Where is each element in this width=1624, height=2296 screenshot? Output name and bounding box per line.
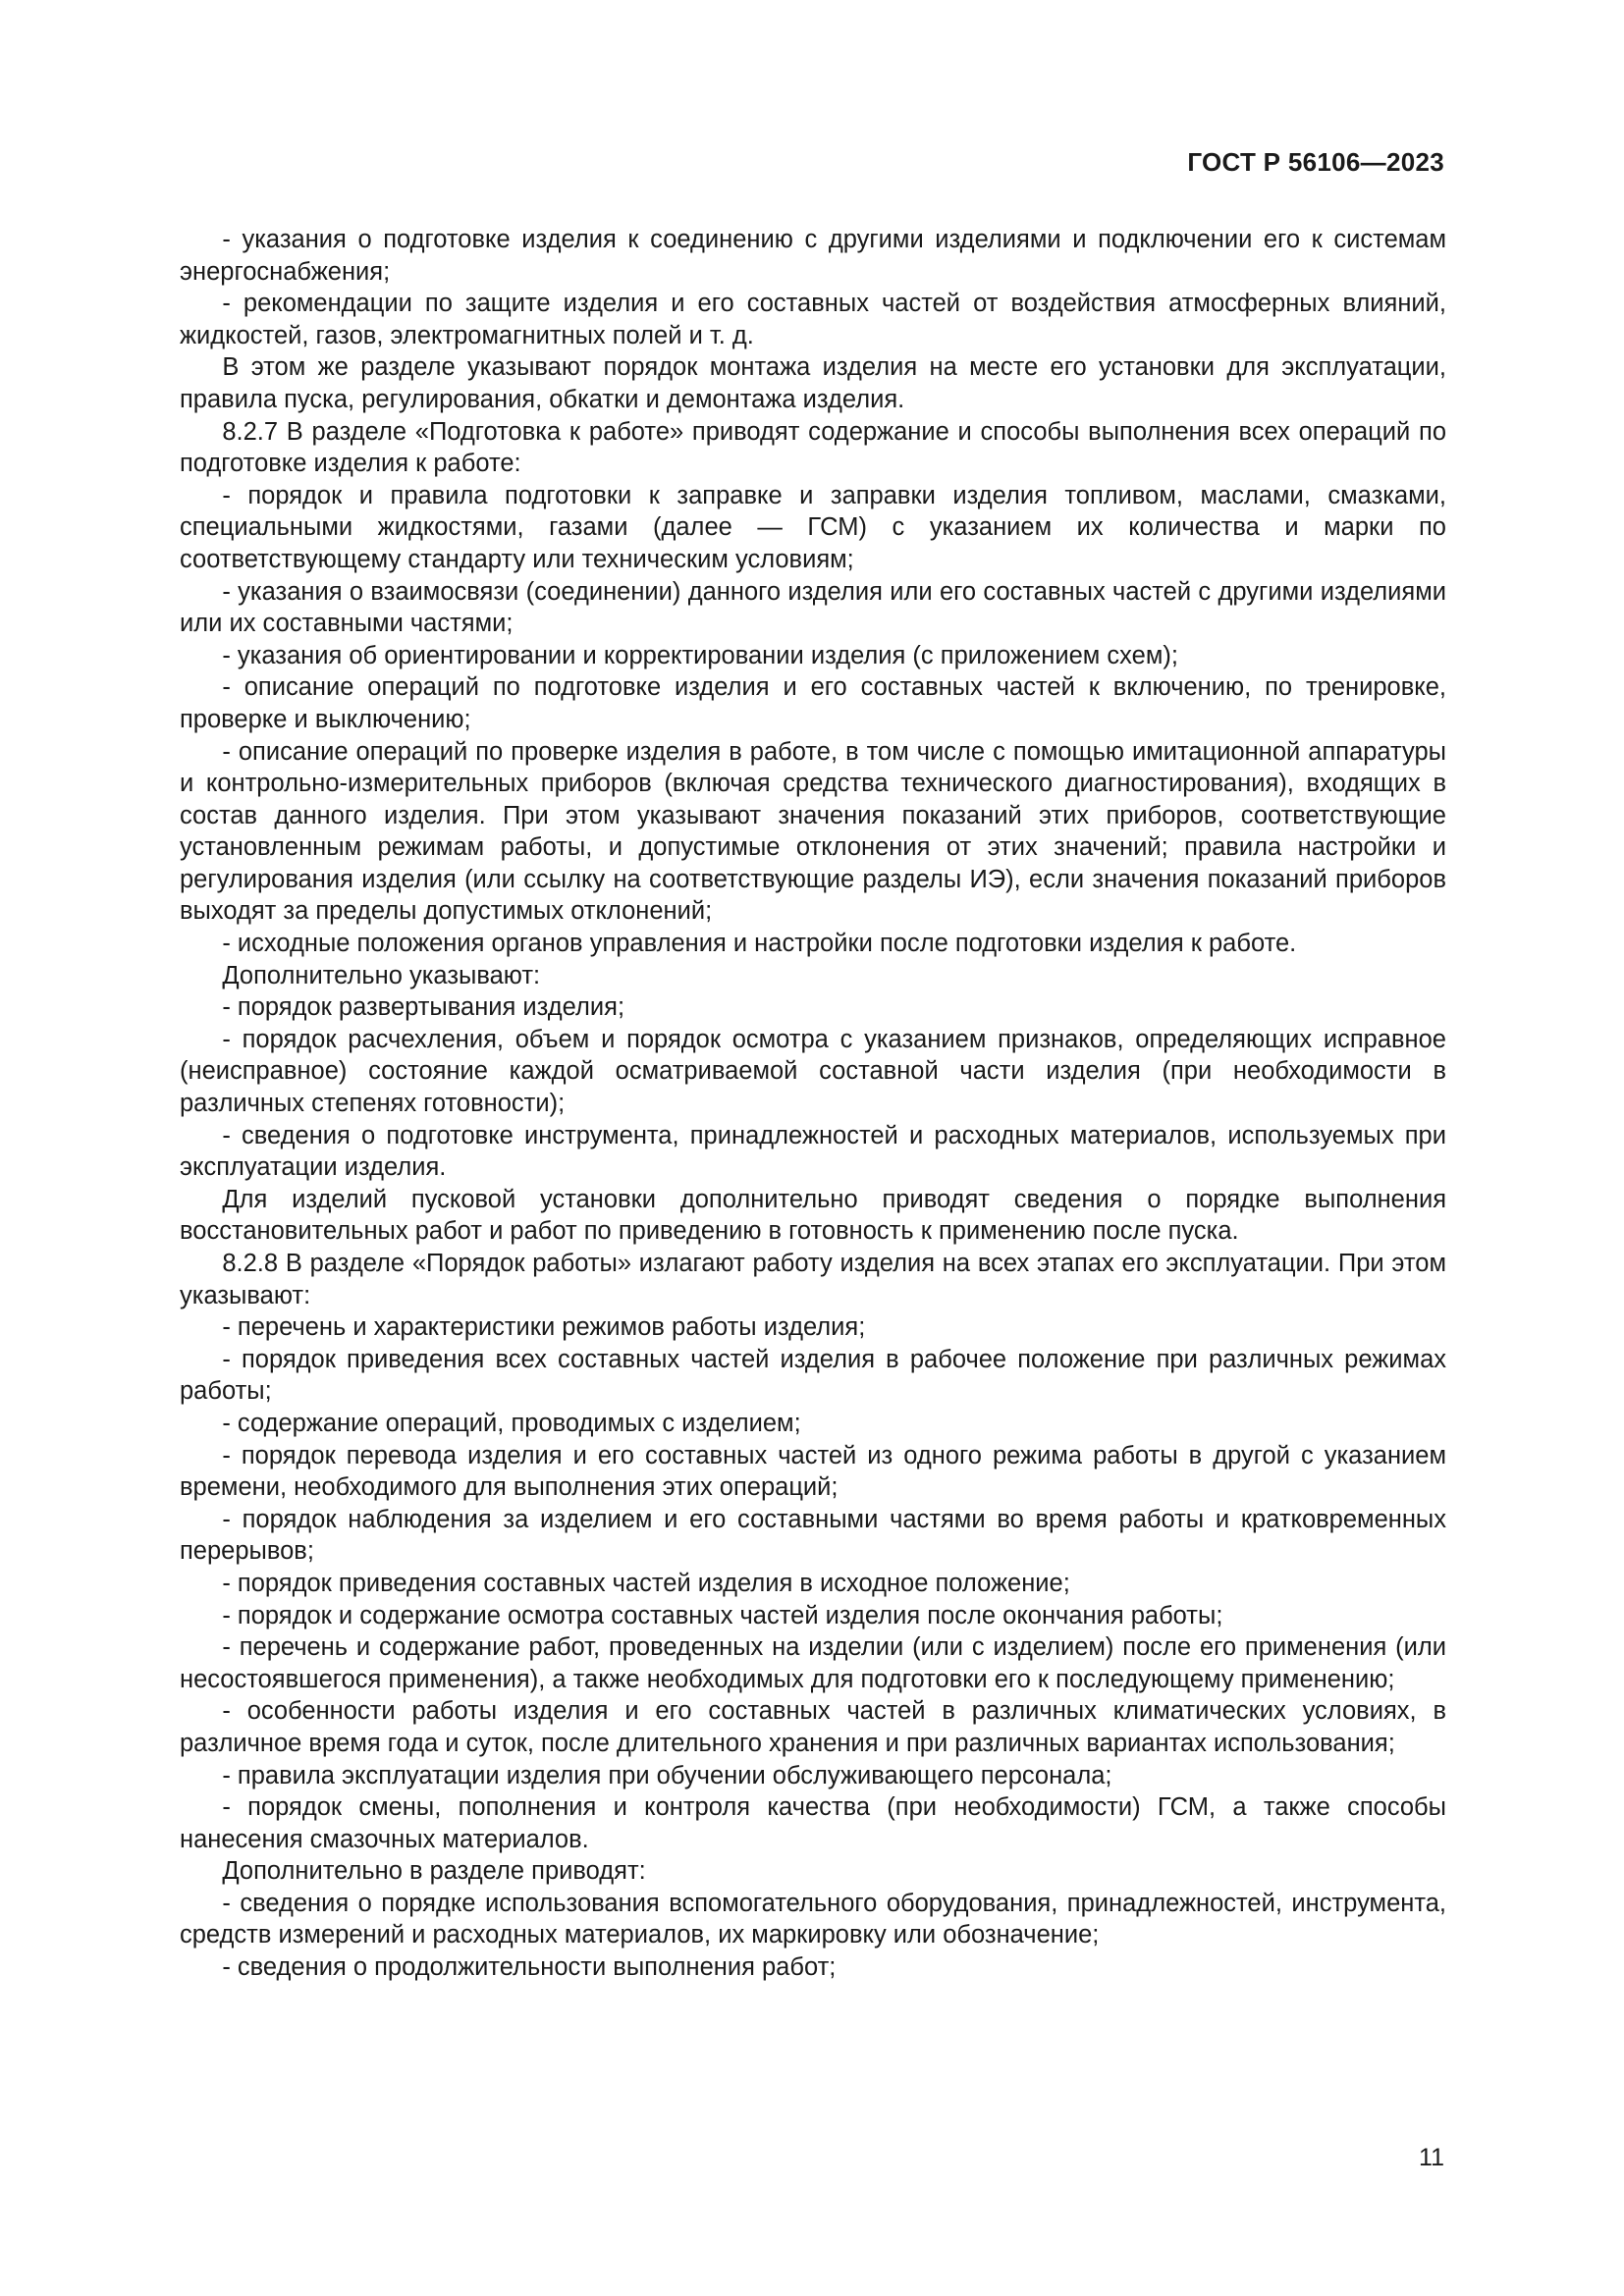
paragraph: - сведения о подготовке инструмента, принадлежностей и расходных материалов, используемых при эксплуатации изделия.	[180, 1121, 1446, 1182]
paragraph: - указания о взаимосвязи (соединении) данного изделия или его составных частей с другими изделиями или их составными частями;	[180, 577, 1446, 638]
paragraph: 8.2.8 В разделе «Порядок работы» излагают работу изделия на всех этапах его эксплуатации. При этом указывают:	[180, 1250, 1446, 1309]
page-number: 11	[1419, 2144, 1444, 2171]
paragraph: Дополнительно указывают:	[222, 961, 541, 989]
paragraph: - порядок приведения всех составных частей изделия в рабочее положение при различных режимах работы;	[180, 1345, 1446, 1406]
paragraph: - исходные положения органов управления и настройки после подготовки изделия к работе.	[222, 930, 1297, 958]
paragraph: - перечень и характеристики режимов работы изделия;	[222, 1313, 866, 1342]
paragraph: - сведения о порядке использования вспомогательного оборудования, принадлежностей, инструмента, средств измерений и расходных материалов, их маркировку или обозначение;	[180, 1889, 1446, 1949]
page-body	[180, 224, 1446, 1984]
paragraph: - сведения о продолжительности выполнения работ;	[222, 1953, 837, 1982]
paragraph: - порядок наблюдения за изделием и его составными частями во время работы и кратковременных перерывов;	[180, 1505, 1446, 1566]
paragraph: - указания о подготовке изделия к соединению с другими изделиями и подключении его к системам энергоснабжения;	[180, 226, 1446, 286]
standard-header: ГОСТ Р 56106—2023	[1187, 147, 1444, 177]
paragraph: - правила эксплуатации изделия при обучении обслуживающего персонала;	[222, 1761, 1112, 1789]
paragraph: - порядок расчехления, объем и порядок осмотра с указанием признаков, определяющих исправное (неисправное) состояние каждой осматриваемой составной части изделия (при необходимости в различных степенях готовности);	[180, 1025, 1446, 1118]
paragraph: - перечень и содержание работ, проведенных на изделии (или с изделием) после его применения (или несостоявшегося применения), а также необходимых для подготовки его к последующему применению;	[180, 1633, 1446, 1693]
paragraph: - особенности работы изделия и его составных частей в различных климатических условиях, в различное время года и суток, после длительного хранения и при различных вариантах использования;	[180, 1697, 1446, 1757]
paragraph: - порядок развертывания изделия;	[222, 993, 625, 1022]
paragraph: - порядок перевода изделия и его составных частей из одного режима работы в другой с указанием времени, необходимого для выполнения этих операций;	[180, 1441, 1446, 1502]
paragraph: - описание операций по подготовке изделия и его составных частей к включению, по тренировке, проверке и выключению;	[180, 673, 1446, 733]
paragraph: - указания об ориентировании и корректировании изделия (с приложением схем);	[222, 641, 1178, 669]
paragraph: - порядок и содержание осмотра составных частей изделия после окончания работы;	[222, 1601, 1223, 1629]
paragraph: В этом же разделе указывают порядок монтажа изделия на месте его установки для эксплуатации, правила пуска, регулирования, обкатки и демонтажа изделия.	[180, 353, 1446, 413]
paragraph: - описание операций по проверке изделия в работе, в том числе с помощью имитационной аппаратуры и контрольно-измерительных приборов (включая средства технического диагностирования), входящих в состав данного изделия. При этом указывают значения показаний этих приборов, соответствующие установленным режимам работы, и допустимые отклонения от этих значений; правила настройки и регулирования изделия (или ссылку на соответствующие разделы ИЭ), если значения показаний приборов выходят за пределы допустимых отклонений;	[180, 737, 1446, 926]
paragraph: 8.2.7 В разделе «Подготовка к работе» приводят содержание и способы выполнения всех операций по подготовке изделия к работе:	[180, 417, 1446, 478]
paragraph: Для изделий пусковой установки дополнительно приводят сведения о порядке выполнения восстановительных работ и работ по приведению в готовность к применению после пуска.	[180, 1185, 1446, 1246]
paragraph: - рекомендации по защите изделия и его составных частей от воздействия атмосферных влияний, жидкостей, газов, электромагнитных полей и т. д.	[180, 290, 1446, 349]
paragraph: - содержание операций, проводимых с изделием;	[222, 1409, 801, 1437]
paragraph: - порядок смены, пополнения и контроля качества (при необходимости) ГСМ, а также способы нанесения смазочных материалов.	[180, 1793, 1446, 1853]
paragraph: - порядок и правила подготовки к заправке и заправки изделия топливом, маслами, смазками, специальными жидкостями, газами (далее — ГСМ) с указанием их количества и марки по соответствующему стандарту или техническим условиям;	[180, 481, 1446, 573]
paragraph: - порядок приведения составных частей изделия в исходное положение;	[222, 1569, 1070, 1597]
paragraph: Дополнительно в разделе приводят:	[222, 1857, 646, 1886]
